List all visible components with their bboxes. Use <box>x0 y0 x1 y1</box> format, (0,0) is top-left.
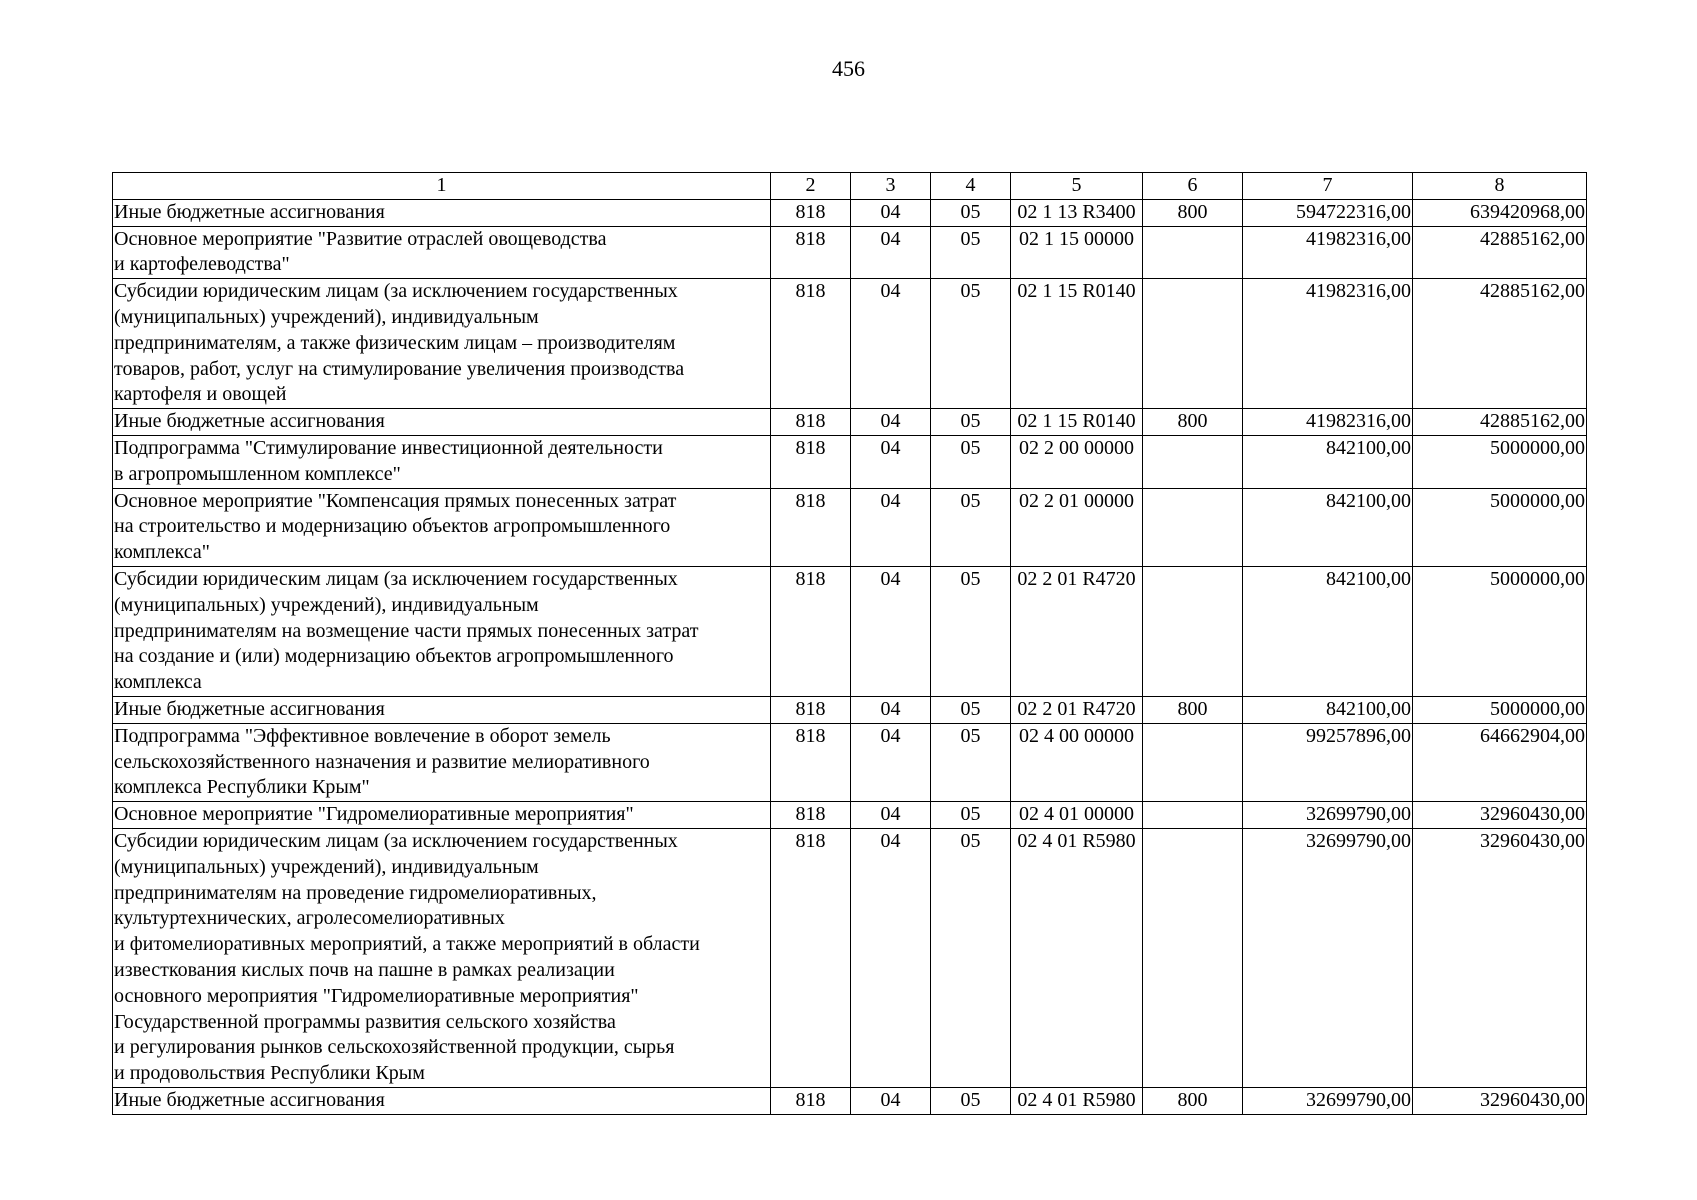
amount-col8-cell: 32960430,00 <box>1413 1087 1587 1114</box>
row-name-cell <box>113 723 771 801</box>
table-row <box>113 802 1587 829</box>
expense-type-cell <box>1143 828 1243 1087</box>
row-name-line: Иные бюджетные ассигнования <box>114 410 385 433</box>
main-admin-code-cell: 818 <box>771 488 851 566</box>
expense-type-cell <box>1143 488 1243 566</box>
row-name-line: Иные бюджетные ассигнования <box>114 1088 385 1111</box>
amount-col7-cell: 842100,00 <box>1243 566 1413 696</box>
section-code-cell: 04 <box>851 279 931 409</box>
table-row <box>113 488 1587 566</box>
section-code-cell: 04 <box>851 488 931 566</box>
amount-col8-cell: 32960430,00 <box>1413 828 1587 1087</box>
main-admin-code-cell: 818 <box>771 435 851 488</box>
row-name-line: и регулирования рынков сельскохозяйственной продукции, сырья <box>114 1036 675 1059</box>
row-name-cell <box>113 226 771 279</box>
row-name-cell <box>113 828 771 1087</box>
amount-col8-cell: 42885162,00 <box>1413 226 1587 279</box>
table-row <box>113 409 1587 436</box>
target-article-cell: 02 1 13 R3400 <box>1011 199 1143 226</box>
amount-col8-cell: 639420968,00 <box>1413 199 1587 226</box>
row-name-line: Иные бюджетные ассигнования <box>114 200 385 223</box>
main-admin-code-cell: 818 <box>771 279 851 409</box>
target-article-cell: 02 2 01 00000 <box>1011 488 1143 566</box>
main-admin-code-cell: 818 <box>771 828 851 1087</box>
target-article-cell: 02 4 00 00000 <box>1011 723 1143 801</box>
main-admin-code-cell: 818 <box>771 1087 851 1114</box>
column-header: 4 <box>931 173 1011 200</box>
amount-col8-cell: 42885162,00 <box>1413 279 1587 409</box>
subsection-code-cell: 05 <box>931 723 1011 801</box>
amount-col7-cell: 41982316,00 <box>1243 409 1413 436</box>
expense-type-cell: 800 <box>1143 199 1243 226</box>
row-name-line: известкования кислых почв на пашне в рамках реализации <box>114 958 615 981</box>
main-admin-code-cell: 818 <box>771 409 851 436</box>
amount-col7-cell: 41982316,00 <box>1243 279 1413 409</box>
amount-col8-cell: 32960430,00 <box>1413 802 1587 829</box>
row-name-line: Государственной программы развития сельского хозяйства <box>114 1010 616 1033</box>
table-body <box>113 199 1587 1114</box>
budget-table <box>112 172 1587 1115</box>
table-row <box>113 1087 1587 1114</box>
section-code-cell: 04 <box>851 696 931 723</box>
table-row <box>113 435 1587 488</box>
expense-type-cell <box>1143 435 1243 488</box>
amount-col7-cell: 32699790,00 <box>1243 828 1413 1087</box>
main-admin-code-cell: 818 <box>771 696 851 723</box>
page-number: 456 <box>832 56 865 81</box>
subsection-code-cell: 05 <box>931 279 1011 409</box>
row-name-line: и продовольствия Республики Крым <box>114 1062 425 1085</box>
row-name-cell <box>113 802 771 829</box>
expense-type-cell <box>1143 279 1243 409</box>
table-row <box>113 566 1587 696</box>
row-name-line: основного мероприятия "Гидромелиоративные мероприятия" <box>114 984 639 1007</box>
amount-col7-cell: 32699790,00 <box>1243 802 1413 829</box>
target-article-cell: 02 4 01 R5980 <box>1011 828 1143 1087</box>
row-name-line: в агропромышленном комплексе" <box>114 462 401 485</box>
expense-type-cell <box>1143 802 1243 829</box>
expense-type-cell <box>1143 566 1243 696</box>
row-name-line: предпринимателям на возмещение части прямых понесенных затрат <box>114 619 699 642</box>
section-code-cell: 04 <box>851 723 931 801</box>
row-name-line: на строительство и модернизацию объектов агропромышленного <box>114 515 671 538</box>
row-name-line: Подпрограмма "Стимулирование инвестиционной деятельности <box>114 436 663 459</box>
column-header: 8 <box>1413 173 1587 200</box>
row-name-line: предпринимателям, а также физическим лицам – производителям <box>114 331 676 354</box>
row-name-line: на создание и (или) модернизацию объектов агропромышленного <box>114 645 674 668</box>
row-name-cell <box>113 409 771 436</box>
header-row <box>113 173 1587 200</box>
row-name-line: Основное мероприятие "Развитие отраслей овощеводства <box>114 227 607 250</box>
column-header: 3 <box>851 173 931 200</box>
amount-col7-cell: 41982316,00 <box>1243 226 1413 279</box>
subsection-code-cell: 05 <box>931 696 1011 723</box>
subsection-code-cell: 05 <box>931 435 1011 488</box>
row-name-line: товаров, работ, услуг на стимулирование увеличения производства <box>114 357 685 380</box>
table-row <box>113 828 1587 1087</box>
subsection-code-cell: 05 <box>931 226 1011 279</box>
section-code-cell: 04 <box>851 199 931 226</box>
column-header: 5 <box>1011 173 1143 200</box>
subsection-code-cell: 05 <box>931 199 1011 226</box>
row-name-line: и фитомелиоративных мероприятий, а также мероприятий в области <box>114 933 700 956</box>
target-article-cell: 02 4 01 R5980 <box>1011 1087 1143 1114</box>
subsection-code-cell: 05 <box>931 566 1011 696</box>
row-name-line: (муниципальных) учреждений), индивидуальным <box>114 305 539 328</box>
target-article-cell: 02 2 01 R4720 <box>1011 566 1143 696</box>
amount-col7-cell: 32699790,00 <box>1243 1087 1413 1114</box>
subsection-code-cell: 05 <box>931 1087 1011 1114</box>
row-name-cell <box>113 199 771 226</box>
row-name-cell <box>113 1087 771 1114</box>
amount-col7-cell: 842100,00 <box>1243 488 1413 566</box>
row-name-line: и картофелеводства" <box>114 253 290 276</box>
table-header <box>113 173 1587 200</box>
row-name-line: (муниципальных) учреждений), индивидуальным <box>114 593 539 616</box>
row-name-cell <box>113 696 771 723</box>
row-name-cell <box>113 279 771 409</box>
expense-type-cell <box>1143 226 1243 279</box>
subsection-code-cell: 05 <box>931 488 1011 566</box>
row-name-line: предпринимателям на проведение гидромелиоративных, <box>114 881 597 904</box>
amount-col8-cell: 5000000,00 <box>1413 435 1587 488</box>
row-name-line: комплекса Республики Крым" <box>114 776 370 799</box>
target-article-cell: 02 2 00 00000 <box>1011 435 1143 488</box>
row-name-line: (муниципальных) учреждений), индивидуальным <box>114 855 539 878</box>
section-code-cell: 04 <box>851 802 931 829</box>
section-code-cell: 04 <box>851 409 931 436</box>
section-code-cell: 04 <box>851 226 931 279</box>
target-article-cell: 02 1 15 R0140 <box>1011 409 1143 436</box>
row-name-line: сельскохозяйственного назначения и развитие мелиоративного <box>114 750 650 773</box>
expense-type-cell: 800 <box>1143 1087 1243 1114</box>
subsection-code-cell: 05 <box>931 828 1011 1087</box>
section-code-cell: 04 <box>851 566 931 696</box>
table-row <box>113 723 1587 801</box>
row-name-line: Субсидии юридическим лицам (за исключением государственных <box>114 280 678 303</box>
main-admin-code-cell: 818 <box>771 566 851 696</box>
column-header: 7 <box>1243 173 1413 200</box>
main-admin-code-cell: 818 <box>771 802 851 829</box>
main-admin-code-cell: 818 <box>771 723 851 801</box>
row-name-line: Основное мероприятие "Компенсация прямых понесенных затрат <box>114 489 677 512</box>
row-name-line: Основное мероприятие "Гидромелиоративные мероприятия" <box>114 803 634 826</box>
target-article-cell: 02 2 01 R4720 <box>1011 696 1143 723</box>
row-name-line: комплекса" <box>114 541 210 564</box>
section-code-cell: 04 <box>851 435 931 488</box>
table-row <box>113 226 1587 279</box>
row-name-line: комплекса <box>114 671 202 694</box>
expense-type-cell: 800 <box>1143 409 1243 436</box>
amount-col8-cell: 42885162,00 <box>1413 409 1587 436</box>
column-header: 2 <box>771 173 851 200</box>
row-name-line: Субсидии юридическим лицам (за исключением государственных <box>114 829 678 852</box>
subsection-code-cell: 05 <box>931 802 1011 829</box>
amount-col7-cell: 594722316,00 <box>1243 199 1413 226</box>
expense-type-cell: 800 <box>1143 696 1243 723</box>
row-name-cell <box>113 435 771 488</box>
target-article-cell: 02 1 15 R0140 <box>1011 279 1143 409</box>
row-name-line: Субсидии юридическим лицам (за исключением государственных <box>114 567 678 590</box>
row-name-line: культуртехнических, агролесомелиоративных <box>114 907 505 930</box>
column-header: 6 <box>1143 173 1243 200</box>
target-article-cell: 02 4 01 00000 <box>1011 802 1143 829</box>
row-name-cell <box>113 566 771 696</box>
table-row <box>113 696 1587 723</box>
table-row <box>113 199 1587 226</box>
section-code-cell: 04 <box>851 828 931 1087</box>
main-admin-code-cell: 818 <box>771 199 851 226</box>
amount-col7-cell: 842100,00 <box>1243 435 1413 488</box>
section-code-cell: 04 <box>851 1087 931 1114</box>
amount-col8-cell: 5000000,00 <box>1413 696 1587 723</box>
expense-type-cell <box>1143 723 1243 801</box>
target-article-cell: 02 1 15 00000 <box>1011 226 1143 279</box>
row-name-cell <box>113 488 771 566</box>
table-row <box>113 279 1587 409</box>
amount-col8-cell: 5000000,00 <box>1413 488 1587 566</box>
amount-col8-cell: 5000000,00 <box>1413 566 1587 696</box>
column-header: 1 <box>113 173 771 200</box>
row-name-line: Иные бюджетные ассигнования <box>114 697 385 720</box>
row-name-line: картофеля и овощей <box>114 383 287 406</box>
row-name-line: Подпрограмма "Эффективное вовлечение в оборот земель <box>114 724 611 747</box>
main-admin-code-cell: 818 <box>771 226 851 279</box>
subsection-code-cell: 05 <box>931 409 1011 436</box>
amount-col7-cell: 99257896,00 <box>1243 723 1413 801</box>
amount-col8-cell: 64662904,00 <box>1413 723 1587 801</box>
amount-col7-cell: 842100,00 <box>1243 696 1413 723</box>
